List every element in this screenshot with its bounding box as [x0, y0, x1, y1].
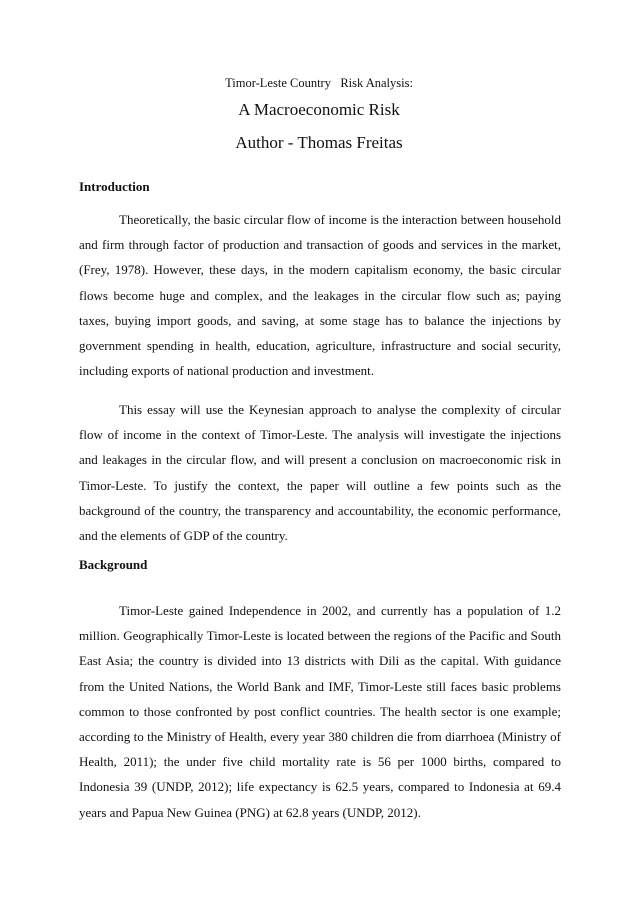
introduction-paragraph-2: This essay will use the Keynesian approach to analyse the complexity of circular flow of income in the context of Timor-Leste. The analysis will investigate the injections and leakages in the circular flow, and will present a conclusion on macroeconomic risk in Timor-Leste. To justify the context, the paper will outline a few points such as the background of the country, the transparency and accountability, the economic performance, and the elements of GDP of the country.: [79, 402, 561, 544]
section-heading-background: Background: [79, 557, 148, 572]
document-subtitle: Timor-Leste Country Risk Analysis:: [225, 76, 413, 90]
introduction-paragraph-1: Theoretically, the basic circular flow of income is the interaction between household and firm through factor of production and transaction of goods and services in the market, (Frey, 1978). However, these days, in the modern capitalism economy, the basic circular flows become huge and complex, and the leakages in the circular flow such as; paying taxes, buying import goods, and saving, at some stage has to balance the injections by government spending in health, education, agriculture, infrastructure and social security, including exports of national production and investment.: [79, 212, 561, 379]
section-heading-introduction: Introduction: [79, 179, 150, 194]
background-paragraph-1: Timor-Leste gained Independence in 2002, and currently has a population of 1.2 million. Geographically Timor-Leste is located between the regions of the Pacific and South East Asia; the country is divided into 13 districts with Dili as the capital. With guidance from the United Nations, the World Bank and IMF, Timor-Leste still faces basic problems common to those confronted by post conflict countries. The health sector is one example; according to the Ministry of Health, every year 380 children die from diarrhoea (Ministry of Health, 2011); the under five child mortality rate is 56 per 1000 births, compared to Indonesia 39 (UNDP, 2012); life expectancy is 62.5 years, compared to Indonesia at 69.4 years and Papua New Guinea (PNG) at 62.8 years (UNDP, 2012).: [79, 603, 561, 820]
document-title: A Macroeconomic Risk: [238, 100, 400, 119]
document-author: Author - Thomas Freitas: [235, 133, 403, 152]
